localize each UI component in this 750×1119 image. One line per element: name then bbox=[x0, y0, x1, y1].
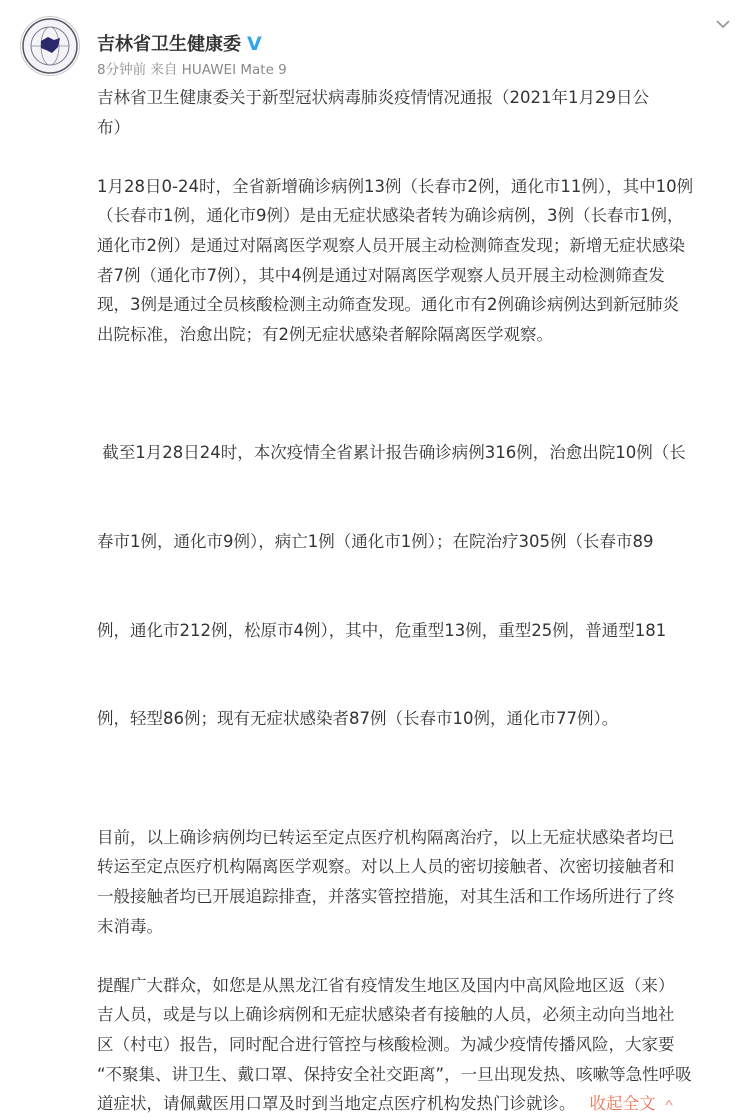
paragraph-new-cases bbox=[97, 172, 747, 350]
author-name[interactable] bbox=[97, 30, 262, 56]
verified-icon: V bbox=[247, 33, 262, 55]
paragraph-cumulative bbox=[97, 379, 747, 793]
post-body bbox=[97, 83, 747, 1119]
text-line: 者7例（通化市7例），其中4例是通过对隔离医学观察人员开展主动检测筛查发 bbox=[97, 265, 665, 285]
avatar[interactable] bbox=[20, 16, 80, 76]
text-line: 目前，以上确诊病例均已转运至定点医疗机构隔离治疗，以上无症状感染者均已 bbox=[97, 827, 675, 847]
text-line: 1月28日0-24时，全省新增确诊病例13例（长春市2例，通化市11例），其中10例 bbox=[97, 176, 694, 196]
title-line: 布） bbox=[97, 117, 130, 137]
paragraph-measures bbox=[97, 823, 747, 941]
text-line: 春市1例，通化市9例），病亡1例（通化市1例）；在院治疗305例（长春市89 bbox=[97, 531, 654, 551]
text-line: 区（村屯）报告，同时配合进行管控与核酸检测。为减少疫情传播风险，大家要 bbox=[97, 1035, 675, 1054]
org-seal-icon bbox=[21, 17, 79, 75]
title-line: 吉林省卫生健康委关于新型冠状病毒肺炎疫情情况通报（2021年1月29日公 bbox=[97, 88, 649, 107]
paragraph-reminder bbox=[97, 971, 747, 1119]
post-title bbox=[97, 83, 747, 142]
text-line: 通化市2例）是通过对隔离医学观察人员开展主动检测筛查发现；新增无症状感染 bbox=[97, 235, 685, 255]
text-line: 一般接触者均已开展追踪排查，并落实管控措施，对其生活和工作场所进行了终 bbox=[97, 887, 675, 907]
text-line: 提醒广大群众，如您是从黑龙江省有疫情发生地区及国内中高风险地区返（来） bbox=[97, 975, 675, 995]
text-line: 转运至定点医疗机构隔离医学观察。对以上人员的密切接触者、次密切接触者和 bbox=[97, 857, 675, 877]
text-line: 吉人员，或是与以上确诊病例和无症状感染者有接触的人员，必须主动向当地社 bbox=[97, 1005, 675, 1025]
post-meta bbox=[97, 58, 287, 78]
text-line: “不聚集、讲卫生、戴口罩、保持安全社交距离”，一旦出现发热、咳嗽等急性呼吸 bbox=[97, 1064, 692, 1084]
text-line: 现，3例是通过全员核酸检测主动筛查发现。通化市有2例确诊病例达到新冠肺炎 bbox=[97, 295, 679, 315]
text-line: 末消毒。 bbox=[97, 916, 163, 936]
text-line: 道症状，请佩戴医用口罩及时到当地定点医疗机构发热门诊就诊。 bbox=[97, 1094, 576, 1114]
text-line-last bbox=[97, 1089, 747, 1119]
text-line: 例，通化市212例，松原市4例），其中，危重型13例，重型25例，普通型181 bbox=[97, 620, 667, 640]
text-line: 出院标准，治愈出院；有2例无症状感染者解除隔离医学观察。 bbox=[97, 324, 553, 344]
author-name-text[interactable]: 吉林省卫生健康委 bbox=[97, 34, 241, 55]
post-time[interactable]: 8分钟前 bbox=[97, 62, 147, 78]
text-line: 例，轻型86例；现有无症状感染者87例（长春市10例，通化市77例）。 bbox=[97, 709, 619, 729]
text-line: （长春市1例，通化市9例）是由无症状感染者转为确诊病例，3例（长春市1例， bbox=[97, 206, 684, 226]
chevron-down-icon[interactable] bbox=[712, 14, 734, 34]
collapse-full-text-link[interactable]: 收起全文 ＾ bbox=[589, 1094, 678, 1114]
text-line: 截至1月28日24时，本次疫情全省累计报告确诊病例316例，治愈出院10例（长 bbox=[97, 443, 686, 463]
post-source: 来自 HUAWEI Mate 9 bbox=[150, 62, 287, 78]
